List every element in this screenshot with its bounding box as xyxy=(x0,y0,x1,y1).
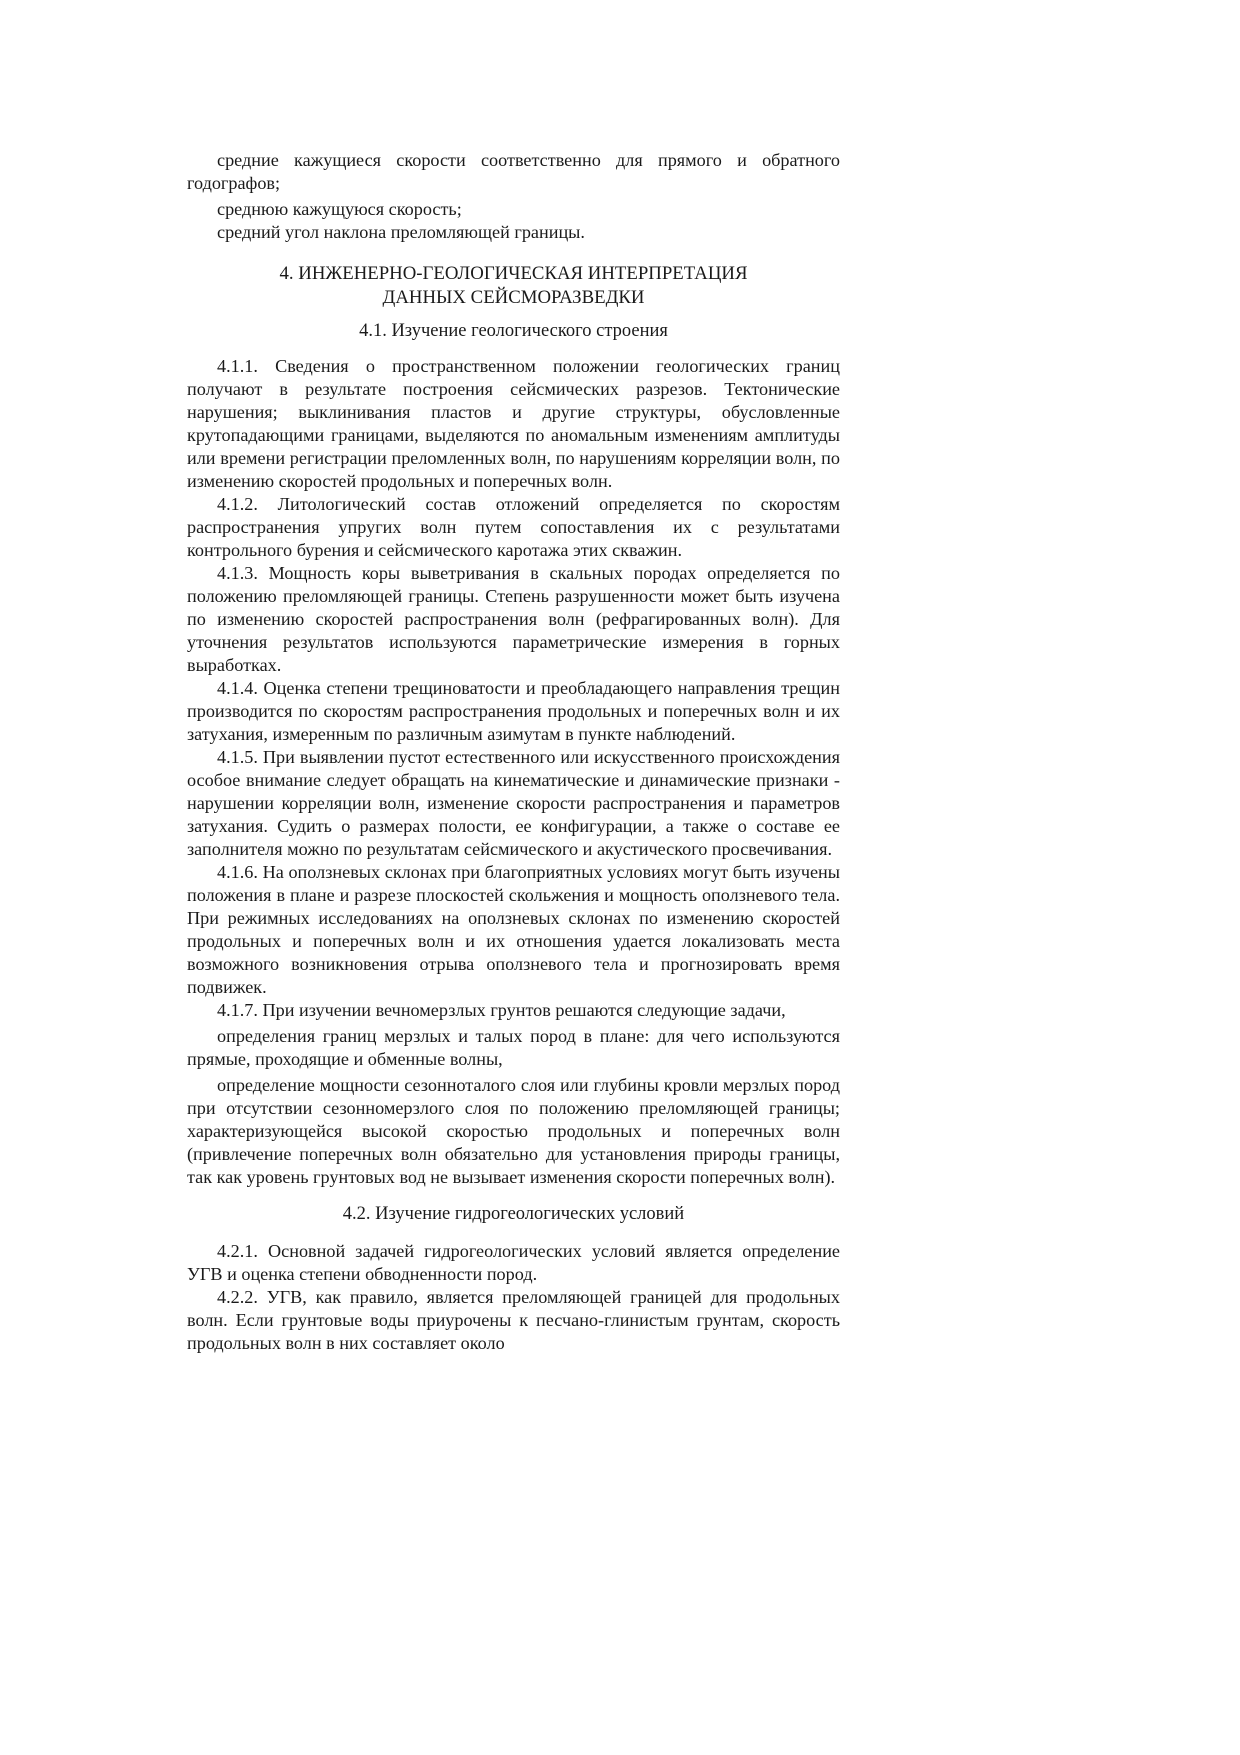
paragraph-4-1-4: 4.1.4. Оценка степени трещиноватости и преобладающего направления трещин производится по скоростям распространения продольных и поперечных волн и их затухания, измеренным по различным азимутам в пункте наблюдений. xyxy=(187,678,840,744)
document-page xyxy=(187,149,840,1355)
paragraph-4-1-3: 4.1.3. Мощность коры выветривания в скальных породах определяется по положению преломляющей границы. Степень разрушенности может быть изучена по изменению скоростей распространения волн (рефрагированных волн). Для уточнения результатов используются параметрические измерения в горных выработках. xyxy=(187,563,840,675)
paragraph-4-1-1: 4.1.1. Сведения о пространственном положении геологических границ получают в результате построения сейсмических разрезов. Тектонические нарушения; выклинивания пластов и другие структуры, обусловленные крутопадающими границами, выделяются по аномальным изменениям амплитуды или времени регистрации преломленных волн, по нарушениям корреляции волн, по изменению скоростей продольных и поперечных волн. xyxy=(187,356,840,491)
paragraph-4-1-5: 4.1.5. При выявлении пустот естественного или искусственного происхождения особое внимание следует обращать на кинематические и динамические признаки - нарушении корреляции волн, изменение скорости распространения и параметров затухания. Судить о размерах полости, ее конфигурации, а также о составе ее заполнителя можно по результатам сейсмического и акустического просвечивания. xyxy=(187,747,840,859)
section-4-heading xyxy=(187,262,840,310)
intro-paragraph: средние кажущиеся скорости соответственно для прямого и обратного годографов; xyxy=(187,150,840,193)
section-4-title-line2: ДАННЫХ СЕЙСМОРАЗВЕДКИ xyxy=(382,287,645,308)
paragraph-4-1-2: 4.1.2. Литологический состав отложений определяется по скоростям распространения упругих волн путем сопоставления их с результатами контрольного бурения и сейсмического каротажа этих скважин. xyxy=(187,494,840,560)
section-4-2-heading: 4.2. Изучение гидрогеологических условий xyxy=(342,1204,685,1224)
section-4-title-line1: 4. ИНЖЕНЕРНО-ГЕОЛОГИЧЕСКАЯ ИНТЕРПРЕТАЦИЯ xyxy=(279,263,748,284)
intro-paragraph: средний угол наклона преломляющей границы. xyxy=(217,222,585,242)
list-item-active-layer-thickness: определение мощности сезонноталого слоя или глубины кровли мерзлых пород при отсутствии сезонномерзлого слоя по положению преломляющей границы; характеризующейся высокой скоростью продольных и поперечных волн (привлечение поперечных волн обязательно для установления природы границы, так как уровень грунтовых вод не вызывает изменения скорости поперечных волн). xyxy=(187,1075,840,1187)
list-item-permafrost-boundaries: определения границ мерзлых и талых пород в плане: для чего используются прямые, проходящие и обменные волны, xyxy=(187,1026,840,1069)
paragraph-4-2-2: 4.2.2. УГВ, как правило, является преломляющей границей для продольных волн. Если грунтовые воды приурочены к песчано-глинистым грунтам, скорость продольных волн в них составляет около xyxy=(187,1287,840,1353)
section-4-1-heading: 4.1. Изучение геологического строения xyxy=(359,321,668,341)
paragraph-4-2-1: 4.2.1. Основной задачей гидрогеологических условий является определение УГВ и оценка степени обводненности пород. xyxy=(187,1241,840,1284)
paragraph-4-1-6: 4.1.6. На оползневых склонах при благоприятных условиях могут быть изучены положения в плане и разрезе плоскостей скольжения и мощность оползневого тела. При режимных исследованиях на оползневых склонах по изменению скоростей продольных и поперечных волн и их отношения удается локализовать места возможного возникновения отрыва оползневого тела и прогнозировать время подвижек. xyxy=(187,862,840,997)
paragraph-4-1-7: 4.1.7. При изучении вечномерзлых грунтов решаются следующие задачи, xyxy=(217,1000,786,1020)
intro-paragraph: среднюю кажущуюся скорость; xyxy=(217,199,462,219)
